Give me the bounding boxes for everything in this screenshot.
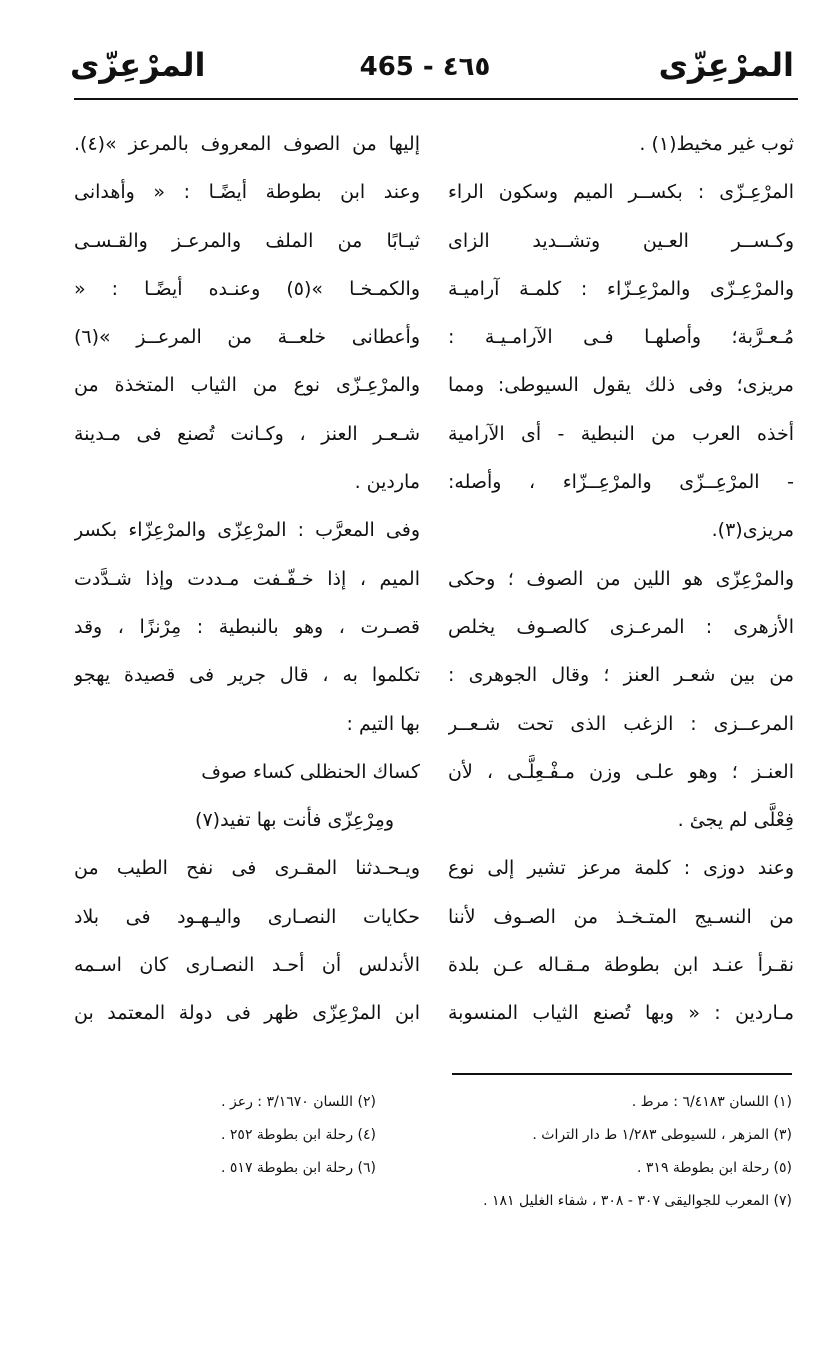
footnote-1: (١) اللسان ٦/٤١٨٣ : مرط . [631, 1094, 792, 1110]
text-line: قصـرت ، وهو بالنبطية : مِرْنزًا ، وقد [74, 615, 420, 638]
text-line: إليها من الصوف المعروف بالمرعز »(٤). [74, 133, 420, 155]
text-line: مُـعـرَّبة؛ وأصلهـا فـى الآرامـيـة : [448, 326, 794, 349]
text-line: وعند ابن بطوطة أيضًـا : « وأهدانى [74, 181, 420, 204]
text-line: العنـز ؛ وهو علـى وزن مـفْـعِلَّـى ، لأن [448, 760, 794, 783]
text-line: نقـرأ عنـد ابن بطوطة مـقـاله عـن بلدة [448, 954, 794, 977]
footnote-4: (٤) رحلة ابن بطوطة ٢٥٢ . [221, 1127, 376, 1143]
text-line: - المرْعِــزّى والمرْعِــزّاء ، وأصله: [448, 471, 794, 494]
running-head-left: المرْعِزّى [70, 46, 206, 84]
text-line: الميم ، إذا خـفّـفت مـددت وإذا شـدَّدت [74, 567, 420, 590]
text-line: والمرْعِـزّى والمرْعِـزّاء : كلمـة آراميـة [448, 277, 794, 300]
text-line: أخذه العرب من النبطية - أى الآرامية [448, 422, 794, 445]
text-line: ماردين . [354, 471, 420, 494]
text-line: من النسـيج المتـخـذ من الصـوف لأننا [448, 905, 794, 928]
page-number: 465 - ٤٦٥ [359, 52, 491, 82]
text-line: ابن المرْعِزّى ظهر فى دولة المعتمد بن [74, 1002, 420, 1025]
text-line: فِعْلَّى لم يجئ . [677, 809, 794, 832]
text-line: ثيـابًا من الملف والمرعـز والقـسـى [74, 229, 420, 252]
text-line: الأندلس أن أحـد النصـارى كان اسـمه [74, 954, 420, 977]
text-line: مـاردين : « وبها تُصنع الثياب المنسوبة [448, 1002, 794, 1025]
text-line: المرْعِـزّى : بكســر الميم وسكون الراء [448, 181, 794, 204]
footnote-6: (٦) رحلة ابن بطوطة ٥١٧ . [221, 1160, 376, 1176]
text-line: شـعـر العنز ، وكـانت تُصنع فى مـدينة [74, 422, 420, 445]
text-line: والكمـخـا »(٥) وعنـده أيضًـا : « [74, 277, 420, 300]
poem-verse: كساك الحنظلى كساء صوف [201, 760, 420, 783]
text-line: المرعــزى : الزغب الذى تحت شـعــر [448, 712, 794, 735]
footnote-3: (٣) المزهر ، للسيوطى ١/٢٨٣ ط دار التراث . [532, 1127, 792, 1143]
text-line: والمرْعِـزّى نوع من الثياب المتخذة من [74, 374, 420, 397]
footnote-2: (٢) اللسان ٣/١٦٧٠ : رعز . [221, 1094, 376, 1110]
footnote-rule [452, 1073, 792, 1075]
text-line: مريزى؛ وفى ذلك يقول السيوطى: ومما [448, 374, 794, 397]
text-line: بها التيم : [346, 712, 420, 735]
footnote-5: (٥) رحلة ابن بطوطة ٣١٩ . [637, 1160, 792, 1176]
running-head-right: المرْعِزّى [658, 46, 794, 84]
text-line: مريزى(٣). [711, 519, 794, 542]
text-line: الأزهرى : المرعـزى كالصـوف يخلص [448, 615, 794, 638]
text-line: ثوب غير مخيط(١) . [639, 133, 794, 155]
left-text-column [74, 120, 420, 1038]
text-line: من بين شعـر العنز ؛ وقال الجوهرى : [448, 664, 794, 687]
text-line: تكلموا به ، قال جرير فى قصيدة يهجو [74, 664, 420, 687]
footnote-7: (٧) المعرب للجواليقى ٣٠٧ - ٣٠٨ ، شفاء الغليل ١٨١ . [483, 1193, 792, 1209]
right-text-column [448, 120, 794, 1038]
text-line: وأعطانى خلعــة من المرعــز »(٦) [74, 326, 420, 349]
poem-verse: ومِرْعِزّى فأنت بها تفيد(٧) [195, 809, 394, 832]
text-line: وفى المعرَّب : المرْعِزّى والمرْعِزّاء بكسر [74, 519, 420, 542]
text-line: وعند دوزى : كلمة مرعز تشير إلى نوع [448, 857, 794, 880]
text-line: ويـحـدثنا المقـرى فى نفح الطيب من [74, 857, 420, 880]
text-line: والمرْعِزّى هو اللين من الصوف ؛ وحكى [448, 567, 794, 590]
text-line: حكايات النصـارى واليـهـود فى بلاد [74, 905, 420, 928]
header-rule [74, 98, 798, 100]
text-line: وكـســر العـين وتشــديد الزاى [448, 229, 794, 252]
